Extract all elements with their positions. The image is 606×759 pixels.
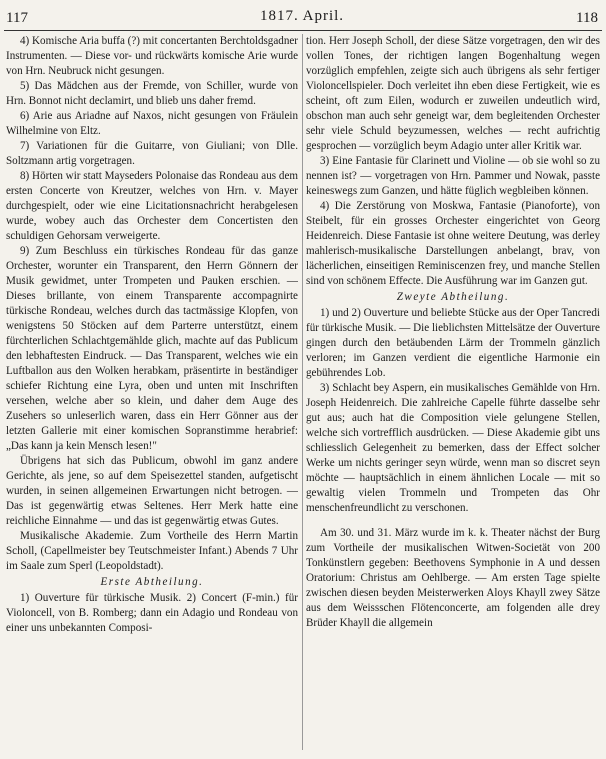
paragraph-continued: tion. Herr Joseph Scholl, der diese Sätze vorgetragen, den wir des vollen Tones, der richtigen langen Bogenhaltung wegen vorzüglich empfehlen, zeigte sich auch übrigens als sehr fertiger Violoncellspieler. Doch verleitet ihn eben diese Fertigkeit, wie es scheint, oft zum Eilen, wodurch er zuweilen undeutlich wird, obschon man auch sehr geneigt war, dem begleitenden Orchester sehr viele Schuld beyzumessen, welches — recht aufrichtig gesprochen — vorzüglich beym Adagio unter aller Kritik war. [306, 35, 600, 152]
paragraph-march-concert: Am 30. und 31. März wurde im k. k. Theater nächst der Burg zum Vortheile der musikalischen Witwen-Societät von 200 Tonkünstlern gegeben: Beethovens Symphonie in A und dessen Oratorium: Christus am Oehlberge. — Am ersten Tage spielte zwischen diesen beyden Meisterwerken Aloys Khayll zwey Sätze aus dem Weissschen Flötenconcerte, am folgenden alle drey Brüder Khayll die allgemein [306, 527, 600, 629]
paragraph-item-9: 9) Zum Beschluss ein türkisches Rondeau für das ganze Orchester, worunter ein Transparent, den Herrn Gönnern der Musik gewidmet, unter Trompeten und Pauken erschien. — Dieses brillante, von einem Transparente accompagnirte türkische Rondeau, welches durch das tactmässige Klopfen, von wenigstens 50 Stöcken auf dem Parterre unterstützt, einem fürchterlichen Schlachtgemählde glich, machte auf das Publicum den lebhaftesten Eindruck. — Das Transparent, welches wie ein Luftballon aus den Wolken herabkam, präsentirte in beständiger schiefer Richtung eine Lyra, oben und unten mit Inschriften versehen, welche aber so klein, und daher dem Auge des Zusehers so unleserlich waren, dass ein Herr Gönner aus der letzten Gallerie mit einer komischen Sopranstimme herabrief: „Das kann ja kein Mensch lesen!" [6, 245, 298, 452]
left-column [6, 34, 298, 756]
column-divider [302, 34, 303, 750]
section-heading-first: Erste Abtheilung. [100, 576, 204, 588]
paragraph-summary: Übrigens hat sich das Publicum, obwohl im ganz andere Gerichte, als jene, so auf dem Speisezettel standen, aufgetischt wurden, in seinen allgemeinen Erwartungen nicht betrogen. — Das ist gegenwärtig etwas Seltenes. Herr Merk hatte eine reichliche Einnahme — und das ist gegenwärtig etwas Gutes. [6, 455, 298, 527]
paragraph-item-4: 4) Komische Aria buffa (?) mit concertanten Berchtoldsgadner Instrumenten. — Diese vor- und rückwärts komische Arie wurde von Hrn. Neubruck nicht gesungen. [6, 35, 298, 77]
paragraph-moskwa: 4) Die Zerstörung von Moskwa, Fantasie (Pianoforte), von Steibelt, für ein grosses Orchester eingerichtet von Georg Heidenreich. Diese Fantasie ist ohne weitere Deutung, was derley mahlerisch-musikalische Darstellungen anbelangt, brav, von lächerlichen, einseitigen Reminiscenzen frey, und manche Stellen sind von schönem Effecte. Die Ausführung war im Ganzen gut. [306, 200, 600, 287]
paragraph-gap [306, 516, 600, 526]
page-number-right: 118 [576, 10, 598, 26]
paragraph-akademie: Musikalische Akademie. Zum Vortheile des Herrn Martin Scholl, (Capellmeister bey Teutschmeister Infant.) Abends 7 Uhr im Saale zum Sperl (Leopoldstadt). [6, 530, 298, 572]
paragraph-fantasie: 3) Eine Fantasie für Clarinett und Violine — ob sie wohl so zu nennen ist? — vorgetragen von Hrn. Pammer und Nowak, passte keineswegs zum Ganzen, und hätte füglich wegbleiben können. [306, 155, 600, 197]
paragraph-item-5: 5) Das Mädchen aus der Fremde, von Schiller, wurde von Hrn. Bonnot nicht declamirt, und blieb uns daher fremd. [6, 80, 298, 107]
right-column [306, 34, 600, 756]
paragraph-item-8: 8) Hörten wir statt Mayseders Polonaise das Rondeau aus dem ersten Concerte von Kreutzer, welches von Hrn. v. Mayer durchgespielt, oder wie eine Licitationsnachricht herabgelesen wurde, wobey auch das Orchester dem Concertisten den schuldigen Gehorsam verweigerte. [6, 170, 298, 242]
page-header [6, 8, 598, 30]
paragraph-item-7: 7) Variationen für die Guitarre, von Giuliani; von Dlle. Soltzmann artig vorgetragen. [6, 140, 298, 167]
paragraph-aspern: 3) Schlacht bey Aspern, ein musikalisches Gemählde von Hrn. Joseph Heidenreich. Die zahlreiche Capelle führte dasselbe sehr gut aus; auch hat die Composition viele gelungene Stellen, welche sich vortrefflich ausdrücken. — Diese Akademie gibt uns schliesslich Gelegenheit zu bemerken, dass der Effect solcher Werke um nichts geringer seyn würde, wenn man so discret seyn möchte — hauptsächlich in einem ähnlichen Locale — mit so gewaltig vielen Trommeln und Trompeten das Ohr menschenfreundlicht zu verschonen. [306, 382, 600, 514]
page-title: 1817. April. [259, 8, 345, 24]
paragraph-first-part: 1) Ouverture für türkische Musik. 2) Concert (F-min.) für Violoncell, von B. Romberg; dann ein Adagio und Rondeau von einer uns unbekannten Composi- [6, 592, 298, 634]
paragraph-tancredi: 1) und 2) Ouverture und beliebte Stücke aus der Oper Tancredi für türkische Musik. — Die lieblichsten Mittelsätze der Ouverture gingen durch den betäubenden Lärm der Trommeln gänzlich verloren; im Ganzen verdient die eigentliche Harmonie ein gebührendes Lob. [306, 307, 600, 379]
page-number-left: 117 [6, 10, 28, 26]
paragraph-item-6: 6) Arie aus Ariadne auf Naxos, nicht gesungen von Fräulein Wilhelmine von Eltz. [6, 110, 298, 137]
section-heading-second: Zweyte Abtheilung. [396, 291, 510, 303]
header-rule [4, 30, 602, 31]
